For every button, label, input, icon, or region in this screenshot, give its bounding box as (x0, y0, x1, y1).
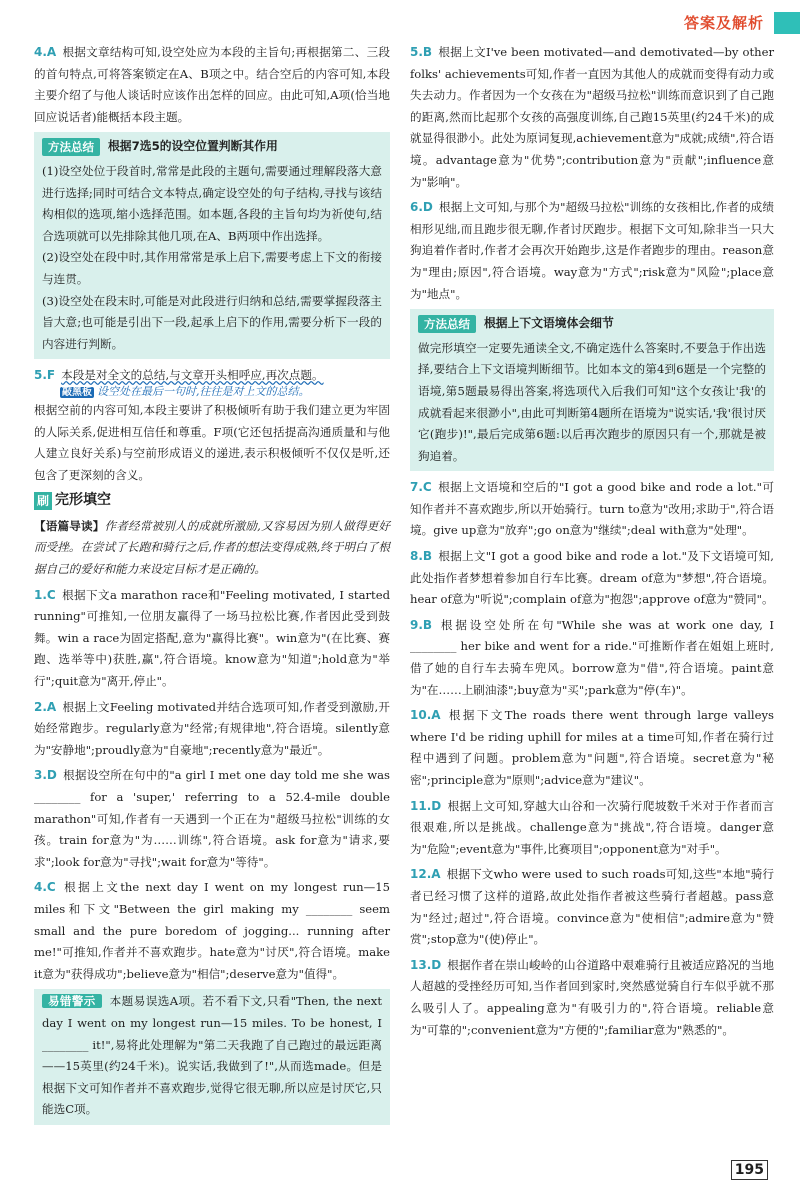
left-column (34, 42, 390, 1131)
answer-number: 12.A (410, 867, 441, 882)
error-warning-box (34, 989, 390, 1125)
answer-number: 2.A (34, 699, 57, 714)
answer-text: 根据设空所在句中的"a girl I met one day told me she was ________ for a 'super,' referring to a 52.4-mile double marathon"可知,作者有一天遇到一个正在为"超级马拉松"训练的女孩。train for意为"为……训练",符合语境。ask for意为"请求,要求";look for意为"寻找";wait for意为"等待"。 (34, 768, 390, 869)
box-text: 本题易误选A项。若不看下文,只看"Then, the next day I went on my longest run—15 miles. To be honest, I ________ it!",易将此处理解为"第二天我跑了自己跑过的最远距离——15英里(约24千米)。说实话,我做到了!",从而选made。但是根据下文可知作者并不喜欢跑步,觉得它很无聊,所以应是讨厌它,只能选C项。 (42, 994, 382, 1117)
answer-item (34, 877, 390, 985)
guide-text: 作者经常被别人的成就所激励,又容易因为别人做得更好而受挫。在尝试了长跑和骑行之后,作者的想法变得成熟,终于明白了根据自己的爱好和能力来设定目标才是正确的。 (34, 518, 390, 577)
answer-item (410, 477, 774, 542)
answer-number: 9.B (410, 617, 433, 632)
box-paragraph: (2)设空处在段中时,其作用常常是承上启下,需要考虑上下文的衔接与连贯。 (42, 250, 382, 286)
box-tag: 方法总结 (418, 315, 476, 333)
answer-number: 3.D (34, 768, 57, 783)
answer-text: 根据上文可知,与那个为"超级马拉松"训练的女孩相比,作者的成绩相形见绌,而且跑步很无聊,作者讨厌跑步。根据下文可知,除非当一只大狗追着作者时,作者才会再次开始跑步,这是作者跑步的理由。reason意为"理由;原因",符合语境。way意为"方式";risk意为"风险";place意为"地点"。 (410, 200, 774, 301)
answer-item (410, 42, 774, 193)
box-paragraph: (1)设空处位于段首时,常常是此段的主题句,需要通过理解段落大意进行选择;同时可结合文本特点,确定设空处的句子结构,寻找与该结构相似的选项,缩小选择范围。如本题,各段的主旨句均为祈使句,结合选项就可以先排除其他几项,在A、B两项中作出选择。 (42, 163, 382, 243)
answer-item (410, 796, 774, 861)
answer-item (34, 765, 390, 873)
answer-text: 根据上文"I got a good bike and rode a lot."及下文语境可知,此处指作者梦想着参加自行车比赛。dream of意为"梦想",符合语境。hear of意为"听说";complain of意为"抱怨";approve of意为"赞同"。 (410, 549, 774, 607)
answer-text: 根据下文The roads there went through large valleys where I'd be riding uphill for miles at a time可知,作者在骑行过程中遇到了问题。problem意为"问题",符合语境。secret意为"秘密";principle意为"原则";advice意为"建议"。 (410, 708, 774, 787)
method-summary-box (410, 309, 774, 471)
answer-text: 根据作者在崇山峻岭的山谷道路中艰难骑行且被适应路况的当地人超越的受挫经历可知,当作者回到家时,突然感觉骑自行车似乎就不那么吸引人了。appealing意为"有吸引力的",符合语境。reliable意为"可靠的";convenient意为"方便的";familiar意为"熟悉的"。 (410, 957, 774, 1037)
method-summary-box (34, 132, 390, 359)
answer-text: 根据上文可知,穿越大山谷和一次骑行爬坡数千米对于作者而言很艰难,所以是挑战。challenge意为"挑战",符合语境。danger意为"危险";event意为"事件,比赛项目";opponent意为"对手"。 (410, 798, 774, 856)
box-paragraph: (3)设空处在段末时,可能是对此段进行归纳和总结,需要掌握段落主旨大意;也可能是引出下一段,起承上启下的作用,需要分析下一段的内容进行判断。 (42, 293, 382, 351)
box-tag: 易错警示 (42, 994, 102, 1008)
box-header (42, 136, 382, 158)
answer-number: 5.B (410, 45, 433, 59)
answer-number: 11.D (410, 798, 442, 813)
answer-text-highlight: 本段是对全文的总结,与文章开头相呼应,再次点题。 (61, 368, 324, 383)
answer-item (410, 705, 774, 791)
box-paragraph: 做完形填空一定要先通读全文,不确定选什么答案时,不要急于作出选择,要结合上下文语境判断细节。比如本文的第4到6题是一个完整的语境,第5题最易得出答案,将选项代入后我们可知"这个女孩让'我'的成就看起来很渺小",由此可判断第4题所在语境为"说实话,'我'很讨厌它(跑步)!",最后完成第6题:以后再次跑步的原因只有一个,那就是被狗追着。 (418, 340, 766, 463)
answer-item (410, 197, 774, 305)
answer-number: 5.F (34, 368, 56, 383)
answer-number: 13.D (410, 957, 442, 972)
answer-text: 根据下文who were used to such roads可知,这些"本地"骑行者已经习惯了这样的道路,故此处指作者被这些骑行者超越。pass意为"经过;超过",符合语境。convince意为"使相信";admire意为"赞赏";stop意为"(使)停止"。 (410, 867, 774, 947)
answer-item (34, 365, 390, 486)
box-header (418, 313, 766, 335)
note-text: 设空处在最后一句时,往往是对上文的总结。 (97, 384, 310, 398)
answer-number: 4.A (34, 45, 57, 59)
answer-number: 4.C (34, 880, 56, 895)
answer-text: 根据上文the next day I went on my longest run—15 miles和下文"Between the girl making my ________ seem small and the pure boredom of jogging... running after me!"可推知,作者并不喜欢跑步。hate意为"讨厌",符合语境。make it意为"获得成功";believe意为"相信";deserve意为"值得"。 (34, 880, 390, 981)
answer-text: 根据文章结构可知,设空处应为本段的主旨句;再根据第二、三段的首句特点,可将答案锁定在A、B项之中。结合空后的内容可知,本段主要介绍了与他人谈话时应该作出怎样的回应。由此可知,A项(恰当地回应说话者)能概括本段主题。 (34, 45, 390, 124)
answer-item (34, 42, 390, 128)
answer-text: 根据上文I've been motivated—and demotivated—by other folks' achievements可知,作者一直因为其他人的成就而变得有动力或失去动力。作者因为一个女孩在为"超级马拉松"训练而意识到了自己跑的距离,然而比起那个女孩的高强度训练,自己跑15英里(约24千米)的成就显得很渺小。此处为原词复现,achievement意为"成就;成绩",符合语境。advantage意为"优势";contribution意为"贡献";influence意为"影响"。 (410, 45, 774, 189)
header-accent-bar (774, 12, 800, 34)
answer-number: 8.B (410, 549, 433, 564)
answer-text: 根据空前的内容可知,本段主要讲了积极倾听有助于我们建立更为牢固的人际关系,促进相互信任和尊重。F项(它还包括提高沟通质量和与他人建立良好关系)与空前形成语义的递进,表示积极倾听不仅仅是听,还包含了更深刻的含义。 (34, 402, 390, 482)
section-title: 完形填空 (55, 492, 112, 509)
answer-item (410, 615, 774, 701)
page-number: 195 (731, 1160, 768, 1180)
handwritten-note (60, 384, 390, 400)
guide-label: 【语篇导读】 (34, 518, 105, 533)
answer-number: 7.C (410, 480, 432, 495)
box-tag: 方法总结 (42, 138, 100, 156)
section-badge: 刷 (34, 492, 52, 510)
right-column (410, 42, 774, 1045)
answer-item (34, 697, 390, 762)
box-title: 根据7选5的设空位置判断其作用 (108, 139, 278, 154)
section-heading (34, 490, 390, 512)
answer-item (410, 546, 774, 611)
answer-text: 根据上文Feeling motivated并结合选项可知,作者受到激励,开始经常跑步。regularly意为"经常;有规律地",符合语境。silently意为"安静地";proudly意为"自豪地";recently意为"最近"。 (34, 699, 390, 757)
answer-text: 根据上文语境和空后的"I got a good bike and rode a lot."可知作者并不喜欢跑步,所以开始骑行。turn to意为"改用;求助于",符合语境。give up意为"放弃";go on意为"继续";deal with意为"处理"。 (410, 480, 774, 538)
box-title: 根据上下文语境体会细节 (484, 316, 614, 331)
answer-text: 根据设空处所在句"While she was at work one day, I ________ her bike and went for a ride."可推断作者在姐姐上班时,借了她的自行车去骑车兜风。borrow意为"借",符合语境。paint意为"在……上刷油漆";buy意为"买";park意为"停(车)"。 (410, 617, 774, 697)
answer-number: 10.A (410, 708, 441, 723)
reading-guide (34, 516, 390, 581)
answer-number: 1.C (34, 587, 56, 602)
answer-text: 根据下文a marathon race和"Feeling motivated, I started running"可推知,一位朋友赢得了一场马拉松比赛,作者因此受到鼓舞。win a race为固定搭配,意为"赢得比赛"。win意为"(在比赛、赛跑、选举等中)获胜,赢",符合语境。know意为"知道";hold意为"举行";quit意为"离开,停止"。 (34, 587, 390, 689)
answer-item (410, 864, 774, 950)
answer-item (410, 955, 774, 1041)
answer-item (34, 585, 390, 693)
header-title: 答案及解析 (683, 14, 764, 32)
note-tag: 敲黑板 (62, 386, 92, 398)
answer-number: 6.D (410, 200, 433, 215)
page-header (650, 0, 800, 40)
